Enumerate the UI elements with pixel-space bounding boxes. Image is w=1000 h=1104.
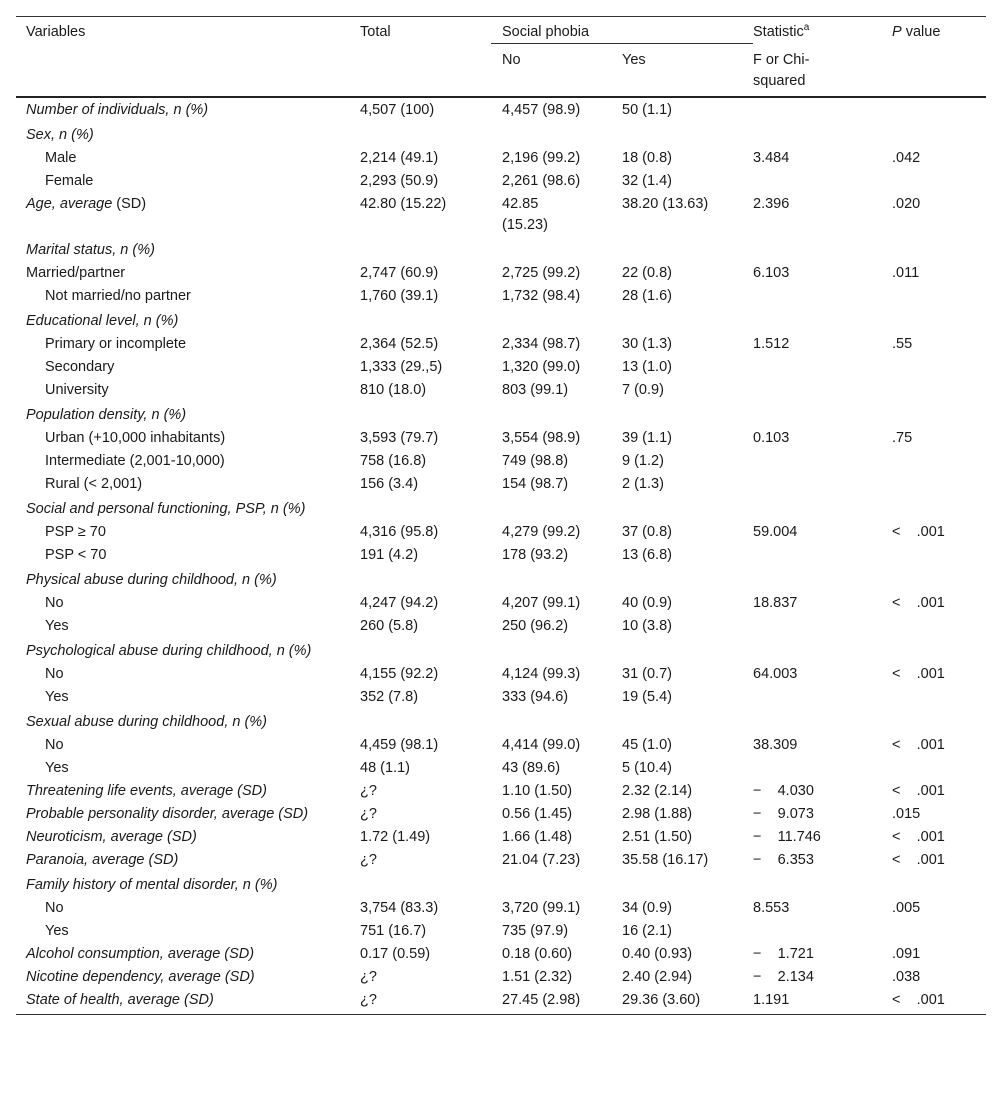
- cell-no: 4,457 (98.9): [502, 101, 581, 118]
- cell-total: 1.72 (1.49): [360, 828, 431, 845]
- cell-no: 3,554 (98.9): [502, 429, 581, 446]
- row-label-suffix: (SD): [112, 195, 147, 212]
- section-heading-row: [16, 871, 986, 896]
- section-heading-row: [16, 236, 986, 261]
- row-label: [16, 472, 360, 495]
- cell-total: 4,247 (94.2): [360, 594, 439, 611]
- row-label: [16, 779, 360, 802]
- table-row: [16, 825, 986, 848]
- cell-p-value: .042: [892, 149, 921, 166]
- row-label: [16, 662, 360, 685]
- cell-total: 2,293 (50.9): [360, 172, 439, 189]
- cell-total: 1,333 (29.,5): [360, 358, 443, 375]
- cell-no: 2,196 (99.2): [502, 149, 581, 166]
- table-row: [16, 919, 986, 942]
- cell-statistic: [753, 355, 892, 378]
- cell-yes: 38.20 (13.63): [622, 195, 709, 212]
- cell-statistic: [753, 169, 892, 192]
- table-row: [16, 378, 986, 401]
- row-label: [16, 378, 360, 401]
- section-label: Social and personal functioning, PSP, n (%): [26, 500, 306, 517]
- cell-yes: 35.58 (16.17): [622, 851, 709, 868]
- cell-yes: 30 (1.3): [622, 335, 672, 352]
- section-heading-row: [16, 566, 986, 591]
- cell-no: 1.51 (2.32): [502, 968, 573, 985]
- row-label: [16, 520, 360, 543]
- row-label-text: PSP ≥ 70: [45, 523, 106, 540]
- cell-statistic: 38.309: [753, 736, 798, 753]
- cell-total: 4,507 (100): [360, 101, 435, 118]
- cell-statistic: 3.484: [753, 149, 790, 166]
- row-label-text: Secondary: [45, 358, 115, 375]
- results-table: [16, 16, 986, 1015]
- cell-statistic: [753, 284, 892, 307]
- cell-total: ¿?: [360, 968, 377, 985]
- header-statistic: Statistic$^a$: [753, 17, 892, 44]
- header-no: No: [502, 52, 521, 68]
- row-label: [16, 426, 360, 449]
- row-label: [16, 332, 360, 355]
- cell-p-value: [892, 756, 986, 779]
- cell-total: 3,593 (79.7): [360, 429, 439, 446]
- cell-total: ¿?: [360, 805, 377, 822]
- cell-no: 803 (99.1): [502, 381, 569, 398]
- cell-no: 4,207 (99.1): [502, 594, 581, 611]
- row-label-text: No: [45, 665, 64, 682]
- cell-no: 27.45 (2.98): [491, 988, 622, 1015]
- cell-no: 154 (98.7): [502, 475, 569, 492]
- cell-p-value: < .001: [892, 736, 945, 753]
- cell-yes: 2.51 (1.50): [622, 828, 693, 845]
- row-label-text: Neuroticism, average (SD): [26, 828, 197, 845]
- row-label-text: Yes: [45, 759, 69, 776]
- cell-p-value: < .001: [892, 523, 945, 540]
- cell-p-value: < .001: [892, 828, 945, 845]
- cell-yes: 10 (3.8): [622, 617, 672, 634]
- cell-statistic: [753, 919, 892, 942]
- section-label: Family history of mental disorder, n (%): [26, 876, 278, 893]
- row-label-text: Probable personality disorder, average (SD): [26, 805, 309, 822]
- row-label: [16, 614, 360, 637]
- row-label-text: No: [45, 899, 64, 916]
- cell-yes: 0.40 (0.93): [622, 945, 693, 962]
- header-total: Total: [360, 17, 491, 96]
- cell-yes: 28 (1.6): [622, 287, 672, 304]
- row-label-text: Nicotine dependency, average (SD): [26, 968, 255, 985]
- header-social-phobia: Social phobia: [491, 17, 753, 44]
- row-label: [16, 942, 360, 965]
- cell-p-value: [892, 284, 986, 307]
- cell-p-value: [892, 472, 986, 495]
- header-variables: Variables: [16, 17, 360, 96]
- cell-total: 3,754 (83.3): [360, 899, 439, 916]
- cell-total: 751 (16.7): [360, 922, 427, 939]
- table-row: [16, 896, 986, 919]
- cell-total: 2,747 (60.9): [360, 264, 439, 281]
- row-label: [16, 192, 360, 236]
- cell-statistic: [753, 756, 892, 779]
- row-label: [16, 825, 360, 848]
- row-label-text: No: [45, 594, 64, 611]
- cell-statistic: 1.512: [753, 335, 790, 352]
- table-row: [16, 614, 986, 637]
- cell-yes: 5 (10.4): [622, 759, 672, 776]
- cell-total: 2,364 (52.5): [360, 335, 439, 352]
- table-row: [16, 543, 986, 566]
- cell-yes: 39 (1.1): [622, 429, 672, 446]
- cell-no: 1.10 (1.50): [502, 782, 573, 799]
- table-row: [16, 942, 986, 965]
- cell-statistic: 1.191: [753, 988, 892, 1015]
- row-label-text: Married/partner: [26, 264, 126, 281]
- table-row: [16, 756, 986, 779]
- cell-yes: 18 (0.8): [622, 149, 672, 166]
- cell-p-value: .55: [892, 335, 913, 352]
- section-label: Sexual abuse during childhood, n (%): [26, 713, 268, 730]
- cell-no: 749 (98.8): [502, 452, 569, 469]
- cell-yes: 29.36 (3.60): [622, 988, 753, 1015]
- cell-statistic: 6.103: [753, 264, 790, 281]
- cell-total: 4,316 (95.8): [360, 523, 439, 540]
- section-label: Marital status, n (%): [26, 241, 155, 258]
- cell-no: 21.04 (7.23): [502, 851, 581, 868]
- row-label: [16, 146, 360, 169]
- cell-no: 0.18 (0.60): [502, 945, 573, 962]
- cell-p-value: [892, 685, 986, 708]
- table-row: [16, 97, 986, 121]
- cell-statistic: 59.004: [753, 523, 798, 540]
- section-label: Population density, n (%): [26, 406, 187, 423]
- cell-statistic: 18.837: [753, 594, 798, 611]
- cell-total: 260 (5.8): [360, 617, 419, 634]
- cell-yes: 2 (1.3): [622, 475, 664, 492]
- row-label: [16, 449, 360, 472]
- row-label-text: Alcohol consumption, average (SD): [26, 945, 255, 962]
- table-row: [16, 426, 986, 449]
- cell-yes: 22 (0.8): [622, 264, 672, 281]
- cell-total: 758 (16.8): [360, 452, 427, 469]
- cell-total: 48 (1.1): [360, 759, 410, 776]
- cell-statistic: − 9.073: [753, 805, 814, 822]
- table-row: [16, 169, 986, 192]
- table-row: [16, 662, 986, 685]
- cell-no: 1.66 (1.48): [502, 828, 573, 845]
- cell-p-value: [892, 614, 986, 637]
- cell-yes: 45 (1.0): [622, 736, 672, 753]
- cell-p-value: [892, 169, 986, 192]
- cell-no: 3,720 (99.1): [502, 899, 581, 916]
- row-label: [16, 919, 360, 942]
- cell-no: 4,124 (99.3): [502, 665, 581, 682]
- cell-no: 4,279 (99.2): [502, 523, 581, 540]
- row-label: [16, 284, 360, 307]
- row-label: [16, 355, 360, 378]
- section-heading-row: [16, 637, 986, 662]
- cell-statistic: [753, 378, 892, 401]
- table-row: [16, 591, 986, 614]
- cell-p-value: .015: [892, 805, 921, 822]
- cell-yes: 2.98 (1.88): [622, 805, 693, 822]
- cell-statistic: − 2.134: [753, 968, 814, 985]
- table-row: [16, 355, 986, 378]
- cell-p-value: .011: [892, 264, 920, 281]
- cell-yes: 13 (6.8): [622, 546, 672, 563]
- cell-total: 156 (3.4): [360, 475, 419, 492]
- section-heading-row: [16, 708, 986, 733]
- cell-yes: 13 (1.0): [622, 358, 672, 375]
- cell-total: 42.80 (15.22): [360, 195, 447, 212]
- table-row: [16, 965, 986, 988]
- row-label-text: PSP < 70: [45, 546, 107, 563]
- header-yes: Yes: [622, 52, 646, 68]
- section-heading-row: [16, 121, 986, 146]
- row-label-text: University: [45, 381, 109, 398]
- row-label-text: Number of individuals, n (%): [26, 101, 209, 118]
- cell-no: 4,414 (99.0): [502, 736, 581, 753]
- row-label: [16, 965, 360, 988]
- cell-total: ¿?: [360, 851, 377, 868]
- section-heading-row: [16, 495, 986, 520]
- cell-yes: 34 (0.9): [622, 899, 672, 916]
- cell-yes: 16 (2.1): [622, 922, 672, 939]
- table-row: [16, 685, 986, 708]
- table-row: [16, 284, 986, 307]
- row-label: [16, 261, 360, 284]
- cell-statistic: − 11.746: [753, 828, 821, 845]
- cell-statistic: 0.103: [753, 429, 790, 446]
- cell-p-value: [892, 355, 986, 378]
- cell-total: 2,214 (49.1): [360, 149, 439, 166]
- cell-p-value: .091: [892, 945, 921, 962]
- cell-yes: 32 (1.4): [622, 172, 672, 189]
- cell-p-value: .038: [892, 968, 921, 985]
- cell-statistic: [753, 685, 892, 708]
- cell-total: 191 (4.2): [360, 546, 419, 563]
- section-heading-row: [16, 401, 986, 426]
- section-label: Educational level, n (%): [26, 312, 179, 329]
- cell-total: 810 (18.0): [360, 381, 427, 398]
- row-label-text: Rural (< 2,001): [45, 475, 143, 492]
- cell-statistic: [753, 97, 892, 121]
- table-row: [16, 520, 986, 543]
- row-label-text: Primary or incomplete: [45, 335, 187, 352]
- row-label: [16, 896, 360, 919]
- cell-total: ¿?: [360, 988, 491, 1015]
- cell-no: 2,725 (99.2): [502, 264, 581, 281]
- cell-no: 735 (97.9): [502, 922, 569, 939]
- cell-yes: 31 (0.7): [622, 665, 672, 682]
- cell-total: ¿?: [360, 782, 377, 799]
- cell-p-value: [892, 97, 986, 121]
- table-row: [16, 848, 986, 871]
- row-label-text: Paranoia, average (SD): [26, 851, 179, 868]
- cell-p-value: [892, 543, 986, 566]
- table-row: [16, 192, 986, 236]
- cell-yes: 40 (0.9): [622, 594, 672, 611]
- cell-p-value: [892, 449, 986, 472]
- cell-statistic: [753, 543, 892, 566]
- cell-p-value: .75: [892, 429, 913, 446]
- table-row: [16, 779, 986, 802]
- cell-no: 2,334 (98.7): [502, 335, 581, 352]
- table-row: [16, 146, 986, 169]
- table-row: [16, 261, 986, 284]
- cell-no: 1,320 (99.0): [502, 358, 581, 375]
- row-label: [16, 591, 360, 614]
- cell-yes: 7 (0.9): [622, 381, 664, 398]
- row-label-text: Male: [45, 149, 77, 166]
- row-label-text: No: [45, 736, 64, 753]
- cell-p-value: < .001: [892, 851, 945, 868]
- cell-no: 43 (89.6): [502, 759, 561, 776]
- cell-p-value: [892, 378, 986, 401]
- cell-yes: 50 (1.1): [622, 101, 672, 118]
- section-label: Physical abuse during childhood, n (%): [26, 571, 277, 588]
- cell-total: 352 (7.8): [360, 688, 419, 705]
- cell-yes: 37 (0.8): [622, 523, 672, 540]
- table-row: [16, 332, 986, 355]
- header-f-chi: F or Chi-squared: [753, 51, 810, 89]
- row-label: [16, 733, 360, 756]
- cell-statistic: [753, 614, 892, 637]
- row-label: [16, 988, 360, 1015]
- row-label-text: Yes: [45, 922, 69, 939]
- row-label-text: Intermediate (2,001-10,000): [45, 452, 225, 469]
- cell-yes: 2.40 (2.94): [622, 968, 693, 985]
- header-p-value: P value: [892, 17, 986, 44]
- table-row: [16, 472, 986, 495]
- cell-no: 178 (93.2): [502, 546, 569, 563]
- cell-statistic: − 4.030: [753, 782, 814, 799]
- row-label: [16, 756, 360, 779]
- cell-yes: 2.32 (2.14): [622, 782, 693, 799]
- cell-p-value: < .001: [892, 665, 945, 682]
- cell-total: 1,760 (39.1): [360, 287, 439, 304]
- cell-p-value: < .001: [892, 988, 986, 1015]
- cell-statistic: 64.003: [753, 665, 798, 682]
- row-label: [16, 802, 360, 825]
- table-row: [16, 449, 986, 472]
- cell-p-value: .005: [892, 899, 921, 916]
- row-label-text: Urban (+10,000 inhabitants): [45, 429, 226, 446]
- cell-total: 0.17 (0.59): [360, 945, 431, 962]
- section-label: Psychological abuse during childhood, n (%): [26, 642, 312, 659]
- row-label-text: Age, average: [26, 195, 113, 212]
- row-label: [16, 848, 360, 871]
- row-label: [16, 685, 360, 708]
- table-row: [16, 733, 986, 756]
- row-label: [16, 169, 360, 192]
- cell-p-value: [892, 919, 986, 942]
- cell-yes: 9 (1.2): [622, 452, 664, 469]
- cell-no: 0.56 (1.45): [502, 805, 573, 822]
- cell-no: 42.85 (15.23): [502, 195, 548, 233]
- cell-total: 4,155 (92.2): [360, 665, 439, 682]
- row-label-text: Not married/no partner: [45, 287, 191, 304]
- cell-yes: 19 (5.4): [622, 688, 672, 705]
- cell-statistic: [753, 449, 892, 472]
- row-label: [16, 543, 360, 566]
- cell-statistic: − 1.721: [753, 945, 814, 962]
- row-label-text: Yes: [45, 688, 69, 705]
- cell-no: 333 (94.6): [502, 688, 569, 705]
- section-heading-row: [16, 307, 986, 332]
- cell-statistic: [753, 472, 892, 495]
- cell-total: 4,459 (98.1): [360, 736, 439, 753]
- row-label-text: State of health, average (SD): [26, 991, 214, 1008]
- cell-no: 250 (96.2): [502, 617, 569, 634]
- table-row: [16, 802, 986, 825]
- cell-statistic: 2.396: [753, 195, 790, 212]
- row-label: [16, 97, 360, 121]
- cell-p-value: < .001: [892, 594, 945, 611]
- row-label-text: Female: [45, 172, 94, 189]
- row-label-text: Threatening life events, average (SD): [26, 782, 267, 799]
- cell-no: 1,732 (98.4): [502, 287, 581, 304]
- cell-p-value: .020: [892, 195, 921, 212]
- section-label: Sex, n (%): [26, 126, 94, 143]
- cell-no: 2,261 (98.6): [502, 172, 581, 189]
- table-row: [16, 988, 986, 1015]
- cell-p-value: < .001: [892, 782, 945, 799]
- cell-statistic: − 6.353: [753, 851, 814, 868]
- cell-statistic: 8.553: [753, 899, 790, 916]
- row-label-text: Yes: [45, 617, 69, 634]
